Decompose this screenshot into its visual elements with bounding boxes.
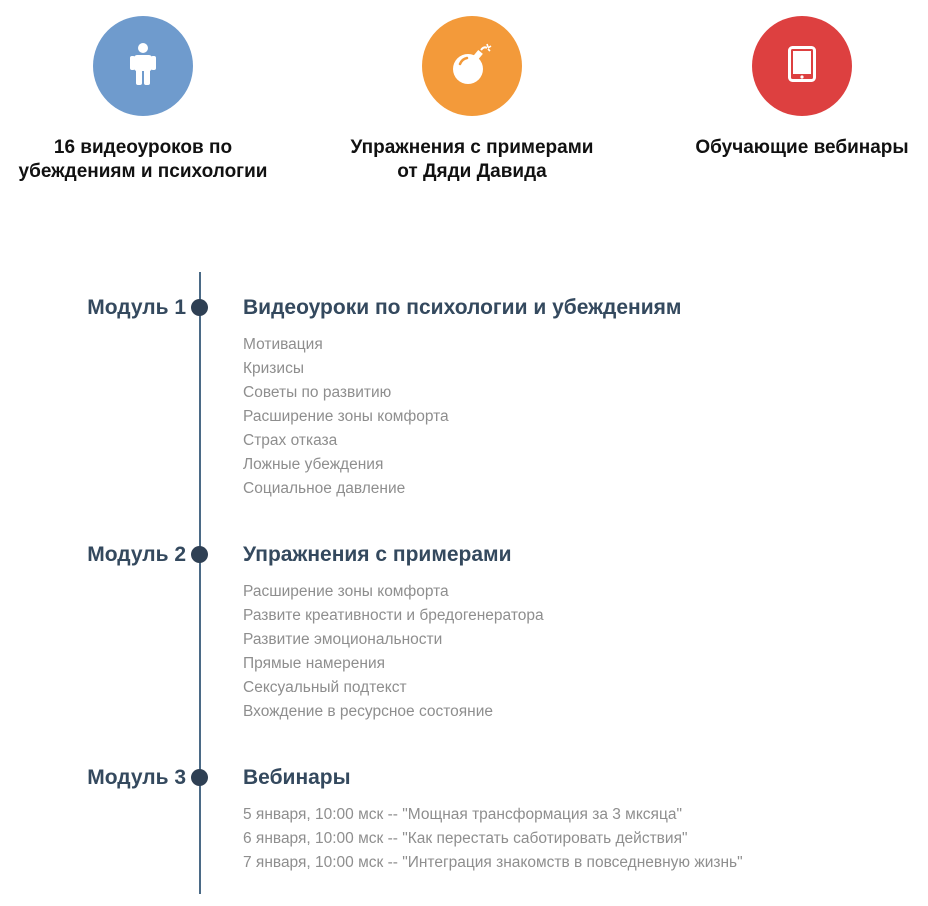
module-heading: Упражнения с примерами bbox=[243, 543, 512, 566]
list-item: Сексуальный подтекст bbox=[243, 679, 407, 696]
feature-title: 16 видеоуроков по убеждениям и психологии bbox=[18, 137, 268, 182]
list-item: Ложные убеждения bbox=[243, 456, 384, 473]
timeline-dot bbox=[191, 546, 208, 563]
list-item: Прямые намерения bbox=[243, 655, 386, 672]
list-item: Кризисы bbox=[243, 360, 304, 377]
list-item: Страх отказа bbox=[243, 432, 338, 449]
timeline-line bbox=[199, 272, 201, 894]
list-item: Мотивация bbox=[243, 336, 323, 353]
module-heading: Вебинары bbox=[243, 766, 351, 789]
list-item: 7 января, 10:00 мск -- "Интеграция знакомств в повседневную жизнь" bbox=[243, 854, 743, 871]
timeline-dot bbox=[191, 299, 208, 316]
list-item: Развите креативности и бредогенератора bbox=[243, 607, 544, 624]
feature-circle bbox=[93, 16, 193, 116]
list-item: Вхождение в ресурсное состояние bbox=[243, 703, 494, 720]
module-heading: Видеоуроки по психологии и убеждениям bbox=[243, 296, 682, 319]
list-item: Социальное давление bbox=[243, 480, 406, 497]
module-items bbox=[243, 580, 544, 724]
list-item: Расширение зоны комфорта bbox=[243, 583, 449, 600]
feature-title: Обучающие вебинары bbox=[695, 137, 909, 158]
timeline-dot bbox=[191, 769, 208, 786]
feature-video-lessons bbox=[13, 0, 273, 184]
feature-title: Упражнения с примерами от Дяди Давида bbox=[350, 137, 594, 182]
feature-webinars bbox=[672, 0, 928, 160]
module-label: Модуль 3 bbox=[87, 766, 186, 789]
feature-exercises bbox=[342, 0, 602, 184]
tablet-icon bbox=[788, 46, 816, 87]
list-item: 6 января, 10:00 мск -- "Как перестать саботировать действия" bbox=[243, 830, 688, 847]
module-items bbox=[243, 333, 449, 501]
module-label: Модуль 1 bbox=[87, 296, 186, 319]
list-item: 5 января, 10:00 мск -- "Мощная трансформация за 3 мксяца" bbox=[243, 806, 682, 823]
list-item: Расширение зоны комфорта bbox=[243, 408, 449, 425]
module-items bbox=[243, 803, 743, 875]
list-item: Развитие эмоциональности bbox=[243, 631, 443, 648]
feature-circle bbox=[752, 16, 852, 116]
feature-circle bbox=[422, 16, 522, 116]
bomb-icon bbox=[450, 42, 494, 91]
list-item: Советы по развитию bbox=[243, 384, 392, 401]
module-label: Модуль 2 bbox=[87, 543, 186, 566]
person-icon bbox=[128, 42, 158, 91]
